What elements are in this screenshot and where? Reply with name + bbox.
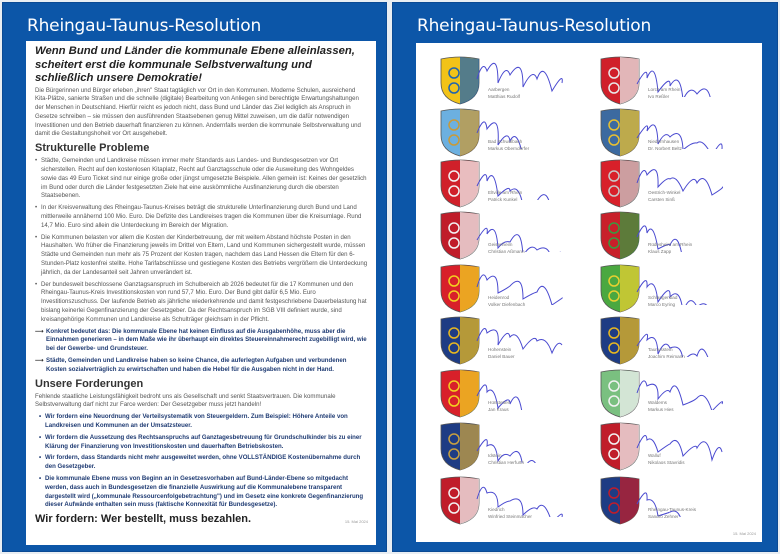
signer-name: Marco Eyring — [648, 302, 676, 307]
municipality-name: Kiedrich — [488, 507, 505, 512]
conclusion-text: Städte, Gemeinden und Landkreise haben so keine Chance, die auferlegten Aufgaben und verbundenen Kosten sozialverträglich zu erwirtschaften und haben die Hebel für die Ausgaben nicht in der Hand. — [46, 357, 347, 373]
problems-list — [35, 157, 368, 324]
problem-item: • Die Kommunen belasten vor allem die Kosten der Kinderbetreuung, der mit weitem Abstand höchste Posten in den Haushalten. Wo früher die Finanzierung jeweils im Drittel von Eltern, Land und Kommunen sichergestellt wurde, müssen Städte und Gemeinden nun mehr als 75 Prozent der Kosten tragen, nachdem das Land Hessen die Eltern für den 6-Stunden-Platz kostenfrei stellte. Hohe Tarifabschlüsse und gestiegene Kosten des Betriebs vergrößern die Unterdeckung jährlich, da der Landesanteil seit Jahren unverändert ist. — [35, 234, 368, 278]
signer-name: Matthias Rudolf — [488, 94, 520, 99]
signer-name: Jan Kraus — [488, 407, 509, 412]
signer-entry — [438, 55, 598, 107]
signer-entry — [598, 368, 758, 420]
signer-name: Christian Aßmann — [488, 249, 525, 254]
section-heading-demands: Unsere Forderungen — [35, 377, 144, 390]
signer-entry — [598, 107, 758, 159]
municipality-name: Geisenheim — [488, 242, 513, 247]
signer-name: Christian Herfurth — [488, 460, 524, 465]
signer-entry — [598, 158, 758, 210]
demand-item: • Die kommunale Ebene muss von Beginn an in Gesetzesvorhaben auf Bund-Länder-Ebene so mitgedacht werden, dass auch in Bundesgesetzen die finanzielle Auswirkung auf die Kommunalebene transparent dargestellt wird („kommunale Ressourcenfolgebetrachtung") und im Gesetz eine konkrete Gegenfinanzierung dieser Aufwände enthalten sein muss (faktische Konnexität für Bundesgesetze). — [39, 475, 368, 510]
problem-item: • Der bundesweit beschlossene Ganztagsanspruch im Schulbereich ab 2026 bedeutet für die 17 Kommunen und den Rheingau-Taunus-Kreis Investitionskosten von rund 57,7 Mio. Euro. Der Bund gibt dafür 6,5 Mio. Euro Investitionszuschuss. Der laufende Betrieb als jährliche wiederkehrende und damit festgeschriebene Dauerbelastung hat bislang keinerlei Gegenfinanzierung der Gesetzgeber. Da der Rechtsanspruch im SGB VIII definiert wurde, sind kreisangehörige Kommunen und Landkreise als Schulträger gleichsam in der Pflicht. — [35, 281, 368, 325]
demand-item: • Wir fordern, dass Standards nicht mehr ausgeweitet werden, ohne VOLLSTÄNDIGE Kostenübernahme durch den Gesetzgeber. — [39, 454, 368, 472]
signer-name: Sandro Zehner — [648, 514, 679, 519]
signer-entry — [438, 475, 598, 527]
signature — [472, 51, 572, 97]
signature — [472, 417, 572, 463]
signer-name: Patrick Kunkel — [488, 197, 518, 202]
signer-entry — [598, 210, 758, 262]
signature — [472, 259, 572, 305]
demands-list — [35, 413, 368, 510]
demand-item: • Wir fordern die Aussetzung des Rechtsanspruchs auf Ganztagesbetreuung für Grundschulkinder bis zu einer Klärung der Finanzierung von Investitionskosten und dauerhaften Betriebskosten. — [39, 434, 368, 452]
signer-entry — [598, 315, 758, 367]
signer-name: Volker Diefenbach — [488, 302, 526, 307]
signature — [632, 364, 732, 410]
signer-entry — [598, 55, 758, 107]
signer-name: Klaus Zapp — [648, 249, 672, 254]
signer-entry — [598, 421, 758, 473]
municipality-name: Idstein — [488, 453, 502, 458]
municipality-name: Waldems — [648, 400, 667, 405]
signer-name: Carsten Sinß — [648, 197, 675, 202]
resolution-text-page — [2, 2, 387, 552]
signer-name: Markus Oberndörfer — [488, 146, 530, 151]
lead-heading: Wenn Bund und Länder die kommunale Ebene alleinlassen, scheitert erst die kommunale Selbstverwaltung und schließlich unsere Demokratie! — [35, 45, 355, 84]
signature — [472, 206, 572, 252]
signature — [632, 417, 732, 463]
municipality-name: Rheingau-Taunus-Kreis — [648, 507, 697, 512]
signer-name: Ivo Reßler — [648, 94, 670, 99]
signer-name: Daniel Bauer — [488, 354, 515, 359]
signature — [632, 259, 732, 305]
municipality-name: Rüdesheim am Rhein — [648, 242, 693, 247]
municipality-name: Hünstetten — [488, 400, 511, 405]
signer-entry — [438, 421, 598, 473]
signer-name: Nikolaos Stavridis — [648, 460, 685, 465]
municipality-name: Bad Schwalbach — [488, 139, 523, 144]
signature — [632, 51, 732, 97]
section-heading-problems: Strukturelle Probleme — [35, 142, 150, 155]
municipality-name: Aarbergen — [488, 87, 510, 92]
footer — [35, 513, 368, 526]
conclusion-item — [35, 357, 368, 375]
municipality-name: Schlangenbad — [648, 295, 678, 300]
signer-name: Joachim Reimann — [648, 354, 685, 359]
closing-statement: Wir fordern: Wer bestellt, muss bezahlen. — [35, 513, 252, 526]
signatures-page — [392, 2, 778, 552]
signer-entry — [438, 263, 598, 315]
demand-item: • Wir fordern eine Neuordnung der Verteilsystematik von Steuergeldern. Zum Beispiel: Höhere Anteile von Landkreisen und Kommunen an der Umsatzsteuer. — [39, 413, 368, 431]
signer-entry — [598, 475, 758, 527]
text-panel — [26, 41, 376, 545]
signer-name: Markus Hies — [648, 407, 674, 412]
municipality-name: Taunusstein — [648, 347, 673, 352]
signatures-panel — [416, 43, 762, 542]
municipality-name: Lorch am Rhein — [648, 87, 681, 92]
signer-entry — [438, 158, 598, 210]
signature — [472, 471, 572, 517]
arrow-icon: ⟶ — [35, 357, 44, 365]
page-title: Rheingau-Taunus-Resolution — [27, 16, 262, 36]
conclusion-text: Konkret bedeutet das: Die kommunale Ebene hat keinen Einfluss auf die Ausgabenhöhe, muss aber die Einnahmen generieren – in dem Maße wie ihr überhaupt ein direktes Steuereinnahmerecht zugebilligt wird, wie bei der Gewerbe- und Grundsteuer. — [46, 327, 367, 353]
signer-name: Dr. Norbert Beltz — [648, 146, 682, 151]
signature — [472, 311, 572, 357]
signature — [472, 364, 572, 410]
municipality-name: Oestrich-Winkel — [648, 190, 681, 195]
signer-entry — [438, 107, 598, 159]
signer-entry — [438, 210, 598, 262]
municipality-name: Walluf — [648, 453, 661, 458]
page-title: Rheingau-Taunus-Resolution — [417, 16, 652, 36]
signature — [632, 154, 732, 200]
date: 15. Mai 2024 — [732, 531, 756, 536]
municipality-name: Hohenstein — [488, 347, 512, 352]
arrow-icon: ⟶ — [35, 327, 44, 335]
signer-entry — [598, 263, 758, 315]
demands-intro: Fehlende staatliche Leistungsfähigkeit bedroht uns als Gesellschaft und senkt Staatsvertrauen. Die kommunale Selbstverwaltung darf nicht zur Farce werden: Der Gesetzgeber muss jetzt handeln! — [35, 392, 336, 409]
municipality-name: Heidenrod — [488, 295, 510, 300]
signature — [632, 103, 732, 149]
date: 15. Mai 2024 — [344, 519, 368, 525]
signer-entry — [438, 368, 598, 420]
problem-item: • In der Kreisverwaltung des Rheingau-Taunus-Kreises beträgt die strukturelle Unterfinanzierung durch Bund und Land mittlerweile annähernd 100 Mio. Euro. Die Defizite des Landkreises tragen die Kommunen über die Kreisumlage. Rund 14,7 Mio. Euro sind allein die Unterdeckung im Bereich der Migration. — [35, 204, 368, 230]
signature — [632, 311, 732, 357]
signer-name: Winfried Steinmacher — [488, 514, 532, 519]
conclusion-item — [35, 328, 368, 354]
signer-entry — [438, 315, 598, 367]
problem-item: • Städte, Gemeinden und Landkreise müssen immer mehr Standards aus Landes- und Bundesgesetzen vor Ort sicherstellen. Recht auf den kostenlosen Kitaplatz, Recht auf Ganztagsschule oder die Ausweitung des Wohngeldes sowie das 49 Euro Ticket sind nur einige große oder jüngst umgesetzte Beispiele. Allen gemein ist: Keines der gesetzlich im Bund oder durch die Länder festgesetzten Ziele hat eine auskömmliche Ausfinanzierung durch die obersten Staatsebenen. — [35, 157, 368, 201]
municipality-name: Eltville am Rhein — [488, 190, 523, 195]
municipality-name: Niedernhausen — [648, 139, 680, 144]
intro-paragraph: Die Bürgerinnen und Bürger erleben „ihren" Staat tagtäglich vor Ort in den Kommunen. Moderne Schulen, ausreichend Kita-Plätze, sanierte Straßen und die schnelle (digitale) Bearbeitung von Anliegen sind berechtigte Erwartungshaltungen der Menschen in Deutschland. Hierfür reicht es jedoch nicht, dass Bund und Länder das Ziel lediglich als Anspruch in Gesetze schreiben – sie müssen den ausführenden Staatsebenen genug Mittel zuweisen, um die dafür notwendigen Investitionen und den Betrieb dauerhaft finanzieren zu können. Andernfalls werden die kommunale Selbstverwaltung und damit die Gestaltungshoheit vor Ort ausgehebelt. — [35, 86, 361, 138]
